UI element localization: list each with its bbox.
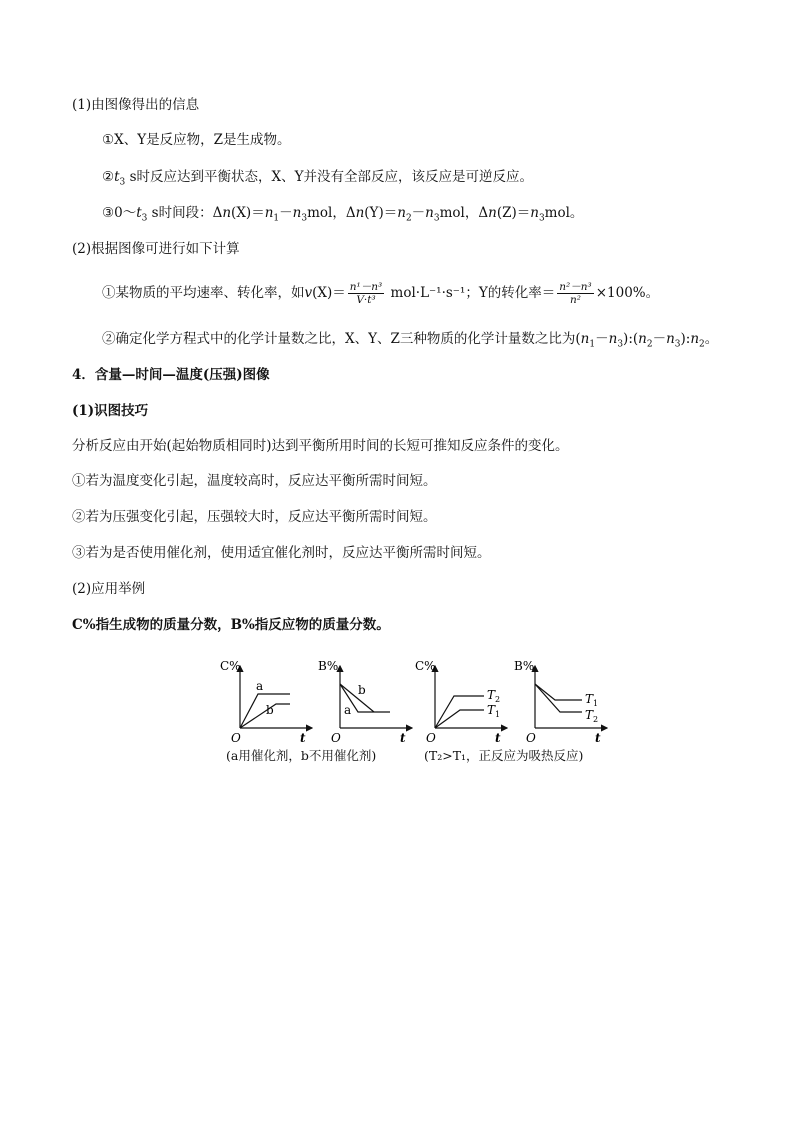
graphs-svg: [220, 656, 620, 746]
s1-item-3: $③0\sim t_3$ s时间段：$\Delta n(X)=n_1-n_3mol$，$\Delta n(Y)=n_2-n_3mol$，$\Delta n(Z)=n_3mol$。: [102, 205, 584, 224]
s4-note: C%指生成物的质量分数，B%指反应物的质量分数。: [72, 617, 390, 633]
s4-item-2: ②若为压强变化引起，压强较大时，反应达平衡所需时间短。: [72, 509, 437, 525]
svg-text:1: 1: [593, 699, 599, 708]
section-4-heading: 4．含量—时间—温度(压强)图像: [72, 367, 270, 383]
section-1-heading: (1)由图像得出的信息: [72, 97, 200, 113]
g1-t: t: [300, 731, 306, 745]
g1-label-b: b: [266, 703, 274, 717]
s2-item-1: ①某物质的平均速率、转化率，如v(X)＝ $\frac{\text{n¹－n³}}{\text{V·t³}}$ mol·L⁻¹·s⁻¹；Y的转化率＝ $\frac{\text{n²－n³}}{\text{n²}}$ ×100%。: [102, 281, 660, 306]
g1-origin: O: [231, 731, 241, 745]
graph-3: [415, 659, 507, 745]
g3-t: t: [495, 731, 501, 745]
g3-y-label: C%: [415, 659, 436, 673]
s4-subheading-2: (2)应用举例: [72, 581, 146, 597]
caption-left: (a用催化剂，b不用催化剂): [226, 748, 377, 763]
fraction-rate: $\frac{\text{n¹－n³}}{\text{V·t³}}$: [349, 281, 383, 306]
s1-item-2: $②t_3$ s时反应达到平衡状态，X、Y并没有全部反应，该反应是可逆反应。: [102, 169, 534, 188]
g4-y-label: B%: [514, 659, 535, 673]
section-2-heading: (2)根据图像可进行如下计算: [72, 241, 240, 257]
s1-item-1: ①X、Y是反应物，Z是生成物。: [102, 132, 291, 148]
s2-item-2: ②确定化学方程式中的化学计量数之比，X、Y、Z三种物质的化学计量数之比为$(n_1-n_3):(n_2-n_3):n_2$。: [102, 331, 719, 350]
g2-origin: O: [331, 731, 341, 745]
curve-T1: [435, 710, 484, 728]
g4-t: t: [595, 731, 601, 745]
fraction-conversion: $\frac{\text{n²－n³}}{\text{n²}}$: [559, 281, 592, 306]
g3-origin: O: [426, 731, 436, 745]
s4-item-3: ③若为是否使用催化剂，使用适宜催化剂时，反应达平衡所需时间短。: [72, 545, 491, 561]
g4-T2: T: [585, 708, 594, 722]
g1-label-a: a: [256, 679, 264, 693]
svg-text:1: 1: [495, 710, 501, 719]
g4-origin: O: [526, 731, 536, 745]
svg-text:2: 2: [593, 715, 599, 724]
graph-1: [220, 659, 312, 745]
caption-right: (T₂>T₁，正反应为吸热反应): [424, 748, 584, 763]
svg-text:2: 2: [495, 695, 501, 704]
g2-y-label: B%: [318, 659, 339, 673]
s4-subheading-1: (1)识图技巧: [72, 403, 149, 419]
curve-T2: [535, 684, 582, 712]
g3-T1: T: [487, 703, 496, 717]
s4-item-1: ①若为温度变化引起，温度较高时，反应达平衡所需时间短。: [72, 473, 437, 489]
g2-label-b: b: [358, 683, 366, 697]
g2-label-a: a: [344, 703, 352, 717]
curve-b: [240, 704, 290, 728]
graph-2: [318, 659, 412, 745]
graph-4: [514, 659, 607, 745]
g1-y-label: C%: [220, 659, 241, 673]
s4-paragraph: 分析反应由开始(起始物质相同时)达到平衡所用时间的长短可推知反应条件的变化。: [72, 438, 569, 454]
g3-T2: T: [487, 688, 496, 702]
g4-T1: T: [585, 692, 594, 706]
g2-t: t: [400, 731, 406, 745]
